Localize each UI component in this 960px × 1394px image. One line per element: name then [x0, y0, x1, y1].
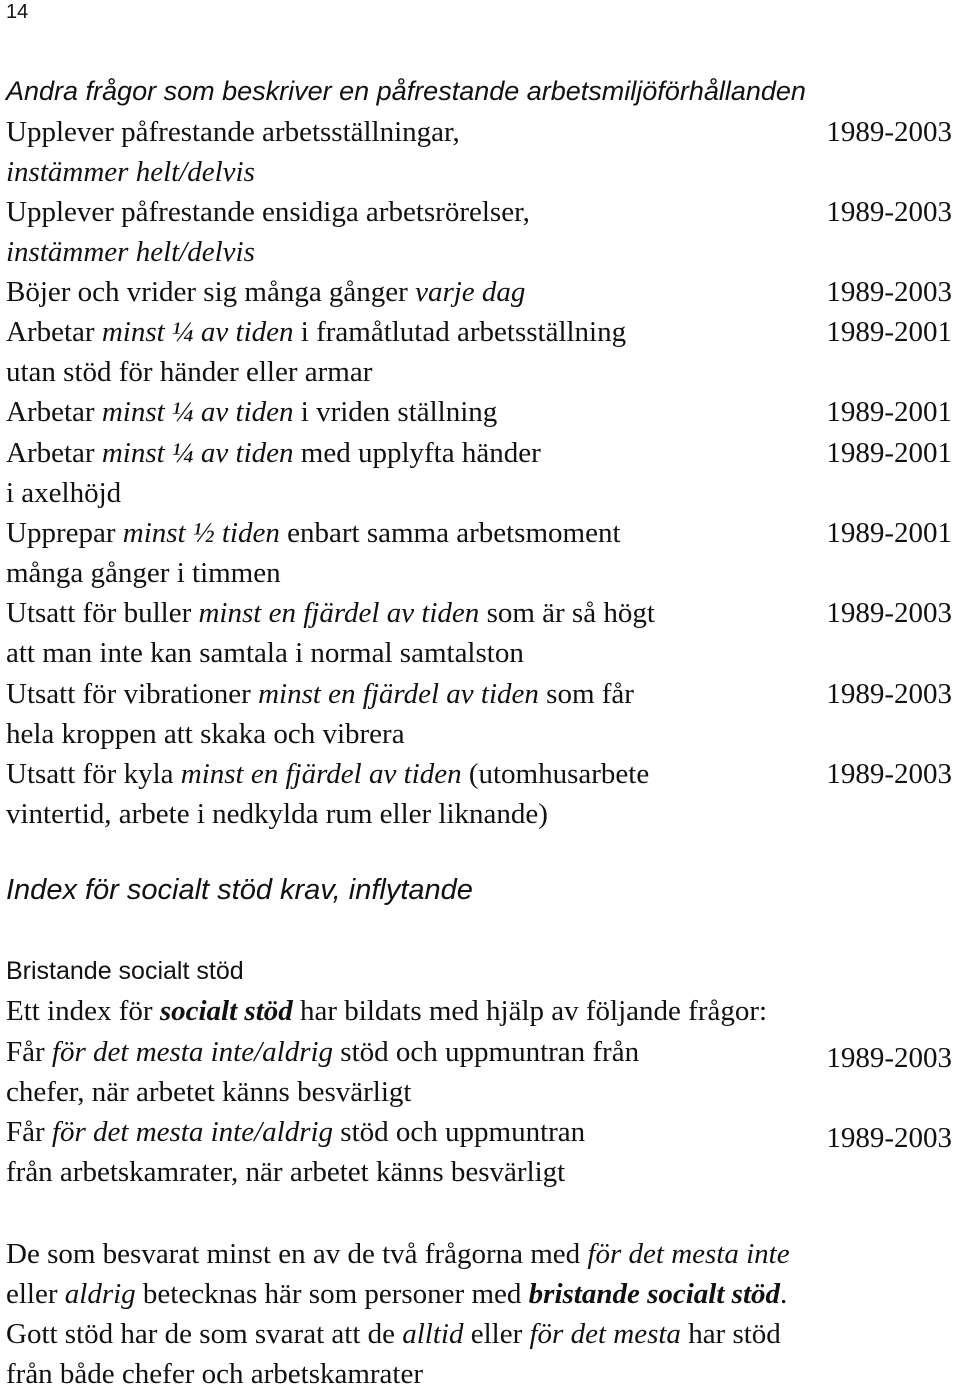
closing-line: De som besvarat minst en av de två frågorna med för det mesta inte — [6, 1238, 790, 1270]
question-text-continued: från arbetskamrater, när arbetet känns besvärligt — [6, 1156, 566, 1188]
section-title: Index för socialt stöd krav, inflytande — [6, 874, 473, 906]
year-range: 1989-2001 — [826, 316, 952, 348]
question-text: Upplever påfrestande arbetsställningar, — [6, 116, 460, 148]
year-range: 1989-2003 — [826, 116, 952, 148]
year-range: 1989-2001 — [826, 396, 952, 428]
question-text: Utsatt för buller minst en fjärdel av tiden som är så högt — [6, 597, 655, 629]
question-text-continued: utan stöd för händer eller armar — [6, 356, 373, 388]
question-text-continued: många gånger i timmen — [6, 557, 281, 589]
question-text-continued: att man inte kan samtala i normal samtalston — [6, 637, 524, 669]
question-text: Arbetar minst ¼ av tiden i framåtlutad arbetsställning — [6, 316, 627, 348]
subsection-title: Bristande socialt stöd — [6, 957, 244, 985]
year-range: 1989-2003 — [826, 758, 952, 790]
question-item — [6, 593, 954, 673]
question-item — [6, 112, 954, 192]
closing-line: eller aldrig betecknas här som personer med bristande socialt stöd. — [6, 1278, 788, 1310]
question-text-continued: vintertid, arbete i nedkylda rum eller liknande) — [6, 798, 548, 830]
question-text-continued: i axelhöjd — [6, 477, 122, 509]
question-item — [6, 433, 954, 513]
year-range: 1989-2001 — [826, 517, 952, 549]
closing-line: från både chefer och arbetskamrater — [6, 1358, 424, 1390]
question-text: Får för det mesta inte/aldrig stöd och uppmuntran — [6, 1116, 586, 1148]
year-range: 1989-2003 — [826, 196, 952, 228]
support-question-item — [6, 1112, 954, 1192]
question-item — [6, 754, 954, 834]
support-question-item — [6, 1032, 954, 1112]
year-range: 1989-2003 — [826, 1122, 952, 1154]
year-range: 1989-2003 — [826, 276, 952, 308]
question-item — [6, 674, 954, 754]
question-text: Böjer och vrider sig många gånger varje dag — [6, 276, 526, 308]
question-text: Upprepar minst ½ tiden enbart samma arbetsmoment — [6, 517, 621, 549]
question-text: Arbetar minst ¼ av tiden med upplyfta händer — [6, 437, 541, 469]
page-number: 14 — [6, 1, 29, 23]
question-text-continued: instämmer helt/delvis — [6, 236, 255, 268]
year-range: 1989-2003 — [826, 597, 952, 629]
question-text-continued: hela kroppen att skaka och vibrera — [6, 718, 405, 750]
question-item — [6, 192, 954, 272]
question-text-continued: instämmer helt/delvis — [6, 156, 255, 188]
question-text: Utsatt för vibrationer minst en fjärdel av tiden som får — [6, 678, 634, 710]
intro-paragraph: Ett index för socialt stöd har bildats med hjälp av följande frågor: — [6, 995, 768, 1027]
question-item — [6, 392, 954, 432]
question-item — [6, 272, 954, 312]
question-text: Arbetar minst ¼ av tiden i vriden ställning — [6, 396, 498, 428]
year-range: 1989-2003 — [826, 678, 952, 710]
question-text: Får för det mesta inte/aldrig stöd och uppmuntran från — [6, 1036, 640, 1068]
section-heading: Andra frågor som beskriver en påfrestande arbetsmiljöförhållanden — [6, 76, 806, 106]
question-item — [6, 513, 954, 593]
question-text: Utsatt för kyla minst en fjärdel av tiden (utomhusarbete — [6, 758, 650, 790]
question-text: Upplever påfrestande ensidiga arbetsrörelser, — [6, 196, 530, 228]
year-range: 1989-2001 — [826, 437, 952, 469]
question-item — [6, 312, 954, 392]
closing-line: Gott stöd har de som svarat att de alltid eller för det mesta har stöd — [6, 1318, 781, 1350]
year-range: 1989-2003 — [826, 1042, 952, 1074]
question-text-continued: chefer, när arbetet känns besvärligt — [6, 1076, 412, 1108]
closing-paragraph — [6, 1234, 956, 1394]
